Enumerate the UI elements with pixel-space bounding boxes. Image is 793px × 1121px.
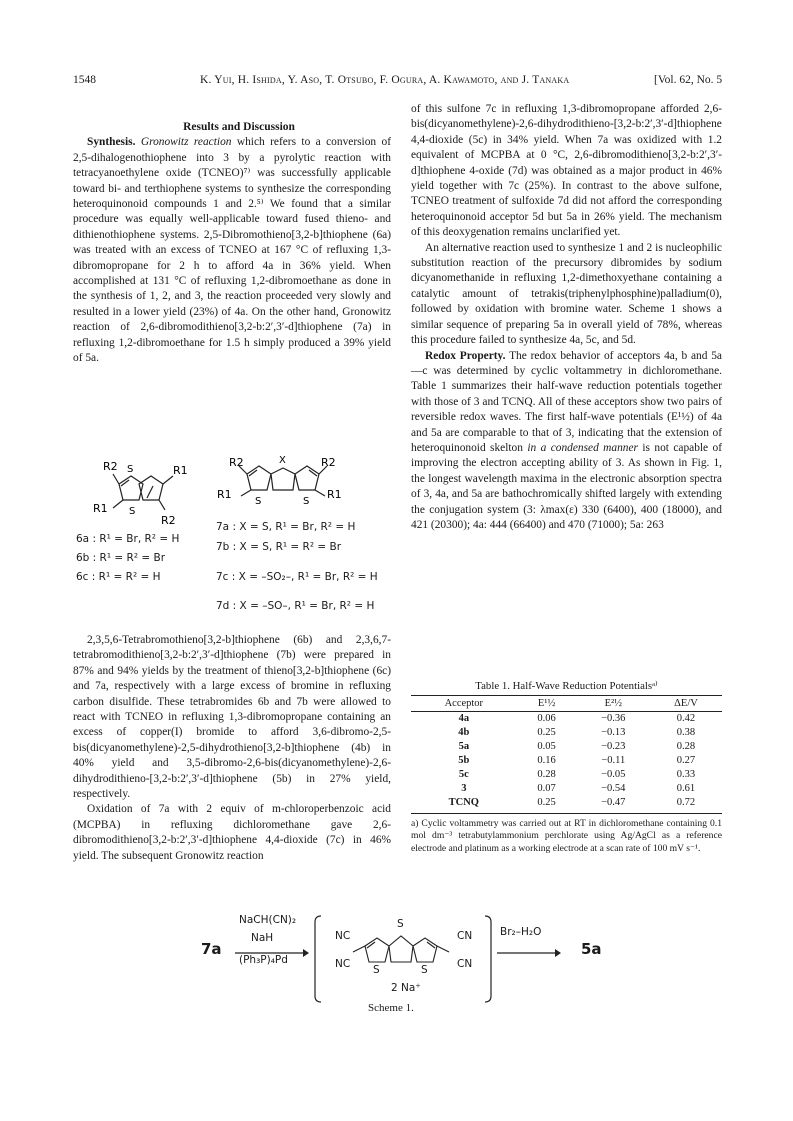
acceptor-cell: 5c [458,769,469,780]
paragraph-text: which refers to a conversion of 2,5-dihalogenothiophene into 3 by a pyrolytic reaction with tetracyanoethylene oxide (TCNEO)⁷⁾ was successfully applicable toward bi- and terthiophene systems to synthesize the corresponding heteroquinonoid compounds 1 and 2.⁵⁾ We found that a similar procedure was equally well-applicable toward fused thieno- and dithienothiophene systems. 2,5-Dibromothieno[3,2-b]thiophene (6a) was treated with an excess of TCNEO at 167 °C of refluxing 1,3-dibromopropane for 2 h to afford 4a in 36% yield. When accomplished at 131 °C of refluxing 1,2-dibromoethane as done in the synthesis of 1, 2, and 3, the reaction proceeded very slowly and resulted in a lower yield (23%) of 4a. On the other hand, Gronowitz reaction of 2,6-dibromodithieno[3,2-b:2′,3′-d]thiophene (7a) in refluxing 1,2-dibromoethane for 1.5 h simply produced a 39% yield of 5a. [73,136,391,365]
scheme-1 [195,912,615,1014]
value-cell: 0.72 [650,796,722,814]
value-cell: 0.61 [676,783,696,794]
table-row [411,754,722,768]
acceptor-cell: 3 [461,783,467,794]
reagent: NaH [251,932,274,944]
emphasis-text: in a condensed manner [527,441,638,454]
value-cell: 0.27 [676,755,696,766]
compound-label-6c: 6c : R¹ = R² = H [76,571,161,583]
paragraph-text: 2,3,5,6-Tetrabromothieno[3,2-b]thiophene (6b) and 2,3,6,7-tetrabromodithieno[3,2-b:2′,3′-d]thiophene (7b) were prepared in 87% and 94% yields by the treatment of thieno[3,2-b]thiophene (6c) and 7a, respectively with a large excess of bromine in refluxing carbon disulfide. These tetrabromides 6b and 7b were allowed to react with TCNEO in refluxing 1,3-dibromopropane containing an excess of copper(I) bromide to afford 3,6-dibromo-2,5-bis(dicyanomethylene)-2,5-dihydrothieno[3,2-b]thiophene (4b) in 40% yield and 3,5-dibromo-2,6-bis(dicyanomethylene)-2,6-dihydrodithieno-[3,2-b:2′,3′-d]thiophene (5b) in 27% yield, respectively. [73,634,391,801]
label-r2: R2 [103,460,118,473]
label-r2: R2 [321,456,336,469]
value-cell: −0.23 [601,741,626,752]
substituent-label: NC [335,930,351,942]
label-r1: R1 [93,502,108,515]
acceptor-cell: 5b [458,755,470,766]
column-header: E¹½ [517,696,577,712]
label-sulfur: S [303,496,310,507]
compound-label-7b: 7b : X = S, R¹ = R² = Br [216,541,342,553]
reaction-arrow [235,948,309,958]
scheme-caption: Scheme 1. [368,1002,414,1014]
left-column-top [73,120,391,367]
compound-label-7d: 7d : X = –SO–, R¹ = Br, R² = H [216,600,375,612]
acceptor-cell: 4b [458,727,470,738]
potentials-table [411,695,722,814]
value-cell: 0.42 [676,713,696,724]
reaction-arrow [497,948,561,958]
table-row [411,782,722,796]
reagent: (Ph₃P)₄Pd [239,954,288,966]
compound-label-6a: 6a : R¹ = Br, R² = H [76,533,180,545]
table-1 [411,679,722,855]
substituent-label: CN [457,930,473,942]
reagent: NaCH(CN)₂ [239,914,297,926]
label-r1: R1 [327,488,342,501]
running-authors: K. Yui, H. Ishida, Y. Aso, T. Otsubo, F. Ogura, A. Kawamoto, and J. Tanaka [200,74,570,86]
value-cell: 0.07 [537,783,556,794]
paragraph-text: of this sulfone 7c in refluxing 1,3-dibromopropane afforded 2,6-bis(dicyanomethylene)-2,6-dihydrodithieno-[3,2-b:2′,3′-d]thiophene 4,4-dioxide (5c) in 34% yield. When 7a was oxidized with 1.2 equivalent of MCPBA at 0 °C, 2,6-dibromodithieno[3,2-b:2′,3′-d]thiophene 4-oxide (7d) was obtained as a major product in 46% yield together with 7c (25%). In contrast to the above sulfone, TCNEO treatment of sulfoxide 7d did not afford the corresponding heteroquinonoid acceptor 5d but 5a in 26% yield. The mechanism of this deoxygenation remains unclarified yet. [411,103,722,239]
label-r2: R2 [229,456,244,469]
value-cell: 0.25 [537,727,556,738]
value-cell: −0.05 [601,769,626,780]
paragraph-text: An alternative reaction used to synthesize 1 and 2 is nucleophilic substitution reaction of the precursory dibromides by sodium dicyanomethanide in refluxing 1,2-dimethoxyethane containing a catalytic amount of tetrakis(triphenylphosphine)palladium(0), followed by oxidation with bromine water. Scheme 1 shows a similar sequence of preparing 5a in overall yield of 78%, whereas this procedure failed to synthesize 4a, 5c, and 5d. [411,241,722,347]
paragraph-redox [411,349,722,534]
table-caption: Table 1. Half-Wave Reduction Potentialsᵃ⁾ [475,680,658,692]
journal-volume: [Vol. 62, No. 5 [654,74,723,86]
paragraph-synthesis [73,135,391,366]
counterion: 2 Na⁺ [391,982,421,994]
label-r1: R1 [217,488,232,501]
left-column-bottom [73,633,391,864]
substituent-label: CN [457,958,473,970]
value-cell: −0.11 [601,755,626,766]
column-header: Acceptor [411,696,517,712]
value-cell: 0.28 [676,741,696,752]
page-number: 1548 [73,74,96,86]
value-cell: 0.28 [537,769,556,780]
label-sulfur: S [421,964,428,976]
table-footnote: a) Cyclic voltammetry was carried out at RT in dichloromethane containing 0.1 mol dm⁻³ tetrabutylammonium perchlorate using Ag/AgCl as a reference electrode and platinum as a working electrode at a scan rate of 100 mV s⁻¹. [411,818,722,854]
value-cell: −0.36 [601,713,626,724]
table-row [411,740,722,754]
scheme-start-compound: 7a [201,940,222,958]
table-row [411,726,722,740]
substituent-label: NC [335,958,351,970]
value-cell: 0.25 [517,796,577,814]
label-x: X [279,455,286,466]
value-cell: −0.13 [601,727,626,738]
label-sulfur: S [373,964,380,976]
value-cell: 0.06 [537,713,556,724]
acceptor-cell: TCNQ [411,796,517,814]
compound-label-7a: 7a : X = S, R¹ = Br, R² = H [216,521,356,533]
column-header: E²½ [577,696,650,712]
structure-7 [213,452,373,512]
compound-label-6b: 6b : R¹ = R² = Br [76,552,166,564]
label-r2: R2 [161,514,176,527]
label-sulfur: S [127,464,134,475]
run-in-heading: Synthesis. [87,136,136,149]
paragraph-text: Oxidation of 7a with 2 equiv of m-chloroperbenzoic acid (MCPBA) in refluxing dichloromethane gave 2,6-dibromodithieno[3,2-b:2′,3′-d]thiophene 4,4-dioxide (7c) in 46% yield. The subsequent Gronowitz reaction [73,803,391,862]
acceptor-cell: 4a [458,713,470,724]
scheme-product: 5a [581,940,602,958]
emphasis-text: Gronowitz reaction [140,136,232,149]
paragraph-text: is not capable of improving the electron accepting ability of 3. As shown in Fig. 1, the longest wavelength maxima in the electronic absorption spectra of 3, 4a, and 5a are bathochromically shifted largely with extending the conjugation system (3: λmax(ε) 330 (6400), 400 (18000), and 421 (20300); 4a: 444 (66400) and 470 (71000); 5a: 263 [411,441,722,531]
run-in-heading: Redox Property. [425,349,506,362]
label-sulfur: S [397,918,404,930]
column-header: ΔE/V [650,696,722,712]
structure-6 [73,452,203,532]
compound-label-7c: 7c : X = –SO₂–, R¹ = Br, R² = H [216,571,378,583]
table-row [411,768,722,782]
value-cell: 0.38 [676,727,696,738]
label-sulfur: S [255,496,262,507]
label-r1: R1 [173,464,188,477]
table-row [411,796,722,814]
value-cell: 0.05 [537,741,556,752]
value-cell: −0.47 [577,796,650,814]
section-title: Results and Discussion [183,121,295,133]
label-sulfur: S [129,506,136,517]
value-cell: 0.16 [537,755,556,766]
value-cell: 0.33 [676,769,696,780]
paragraph-text: The redox behavior of acceptors 4a, b and 5a—c was determined by cyclic voltammetry in dichloromethane. Table 1 summarizes their half-wave reduction potentials together with those of 3 and TCNQ. All of these acceptors show two pairs of reversible redox waves. The first half-wave potentials (E¹½) of 4a and 5a are comparable to that of 3, indicating that the extension of heteroquinonoid skelton [411,349,722,454]
acceptor-cell: 5a [458,741,470,752]
table-row [411,712,722,727]
reagent: Br₂–H₂O [500,926,542,938]
value-cell: −0.54 [601,783,626,794]
right-column [411,102,722,533]
